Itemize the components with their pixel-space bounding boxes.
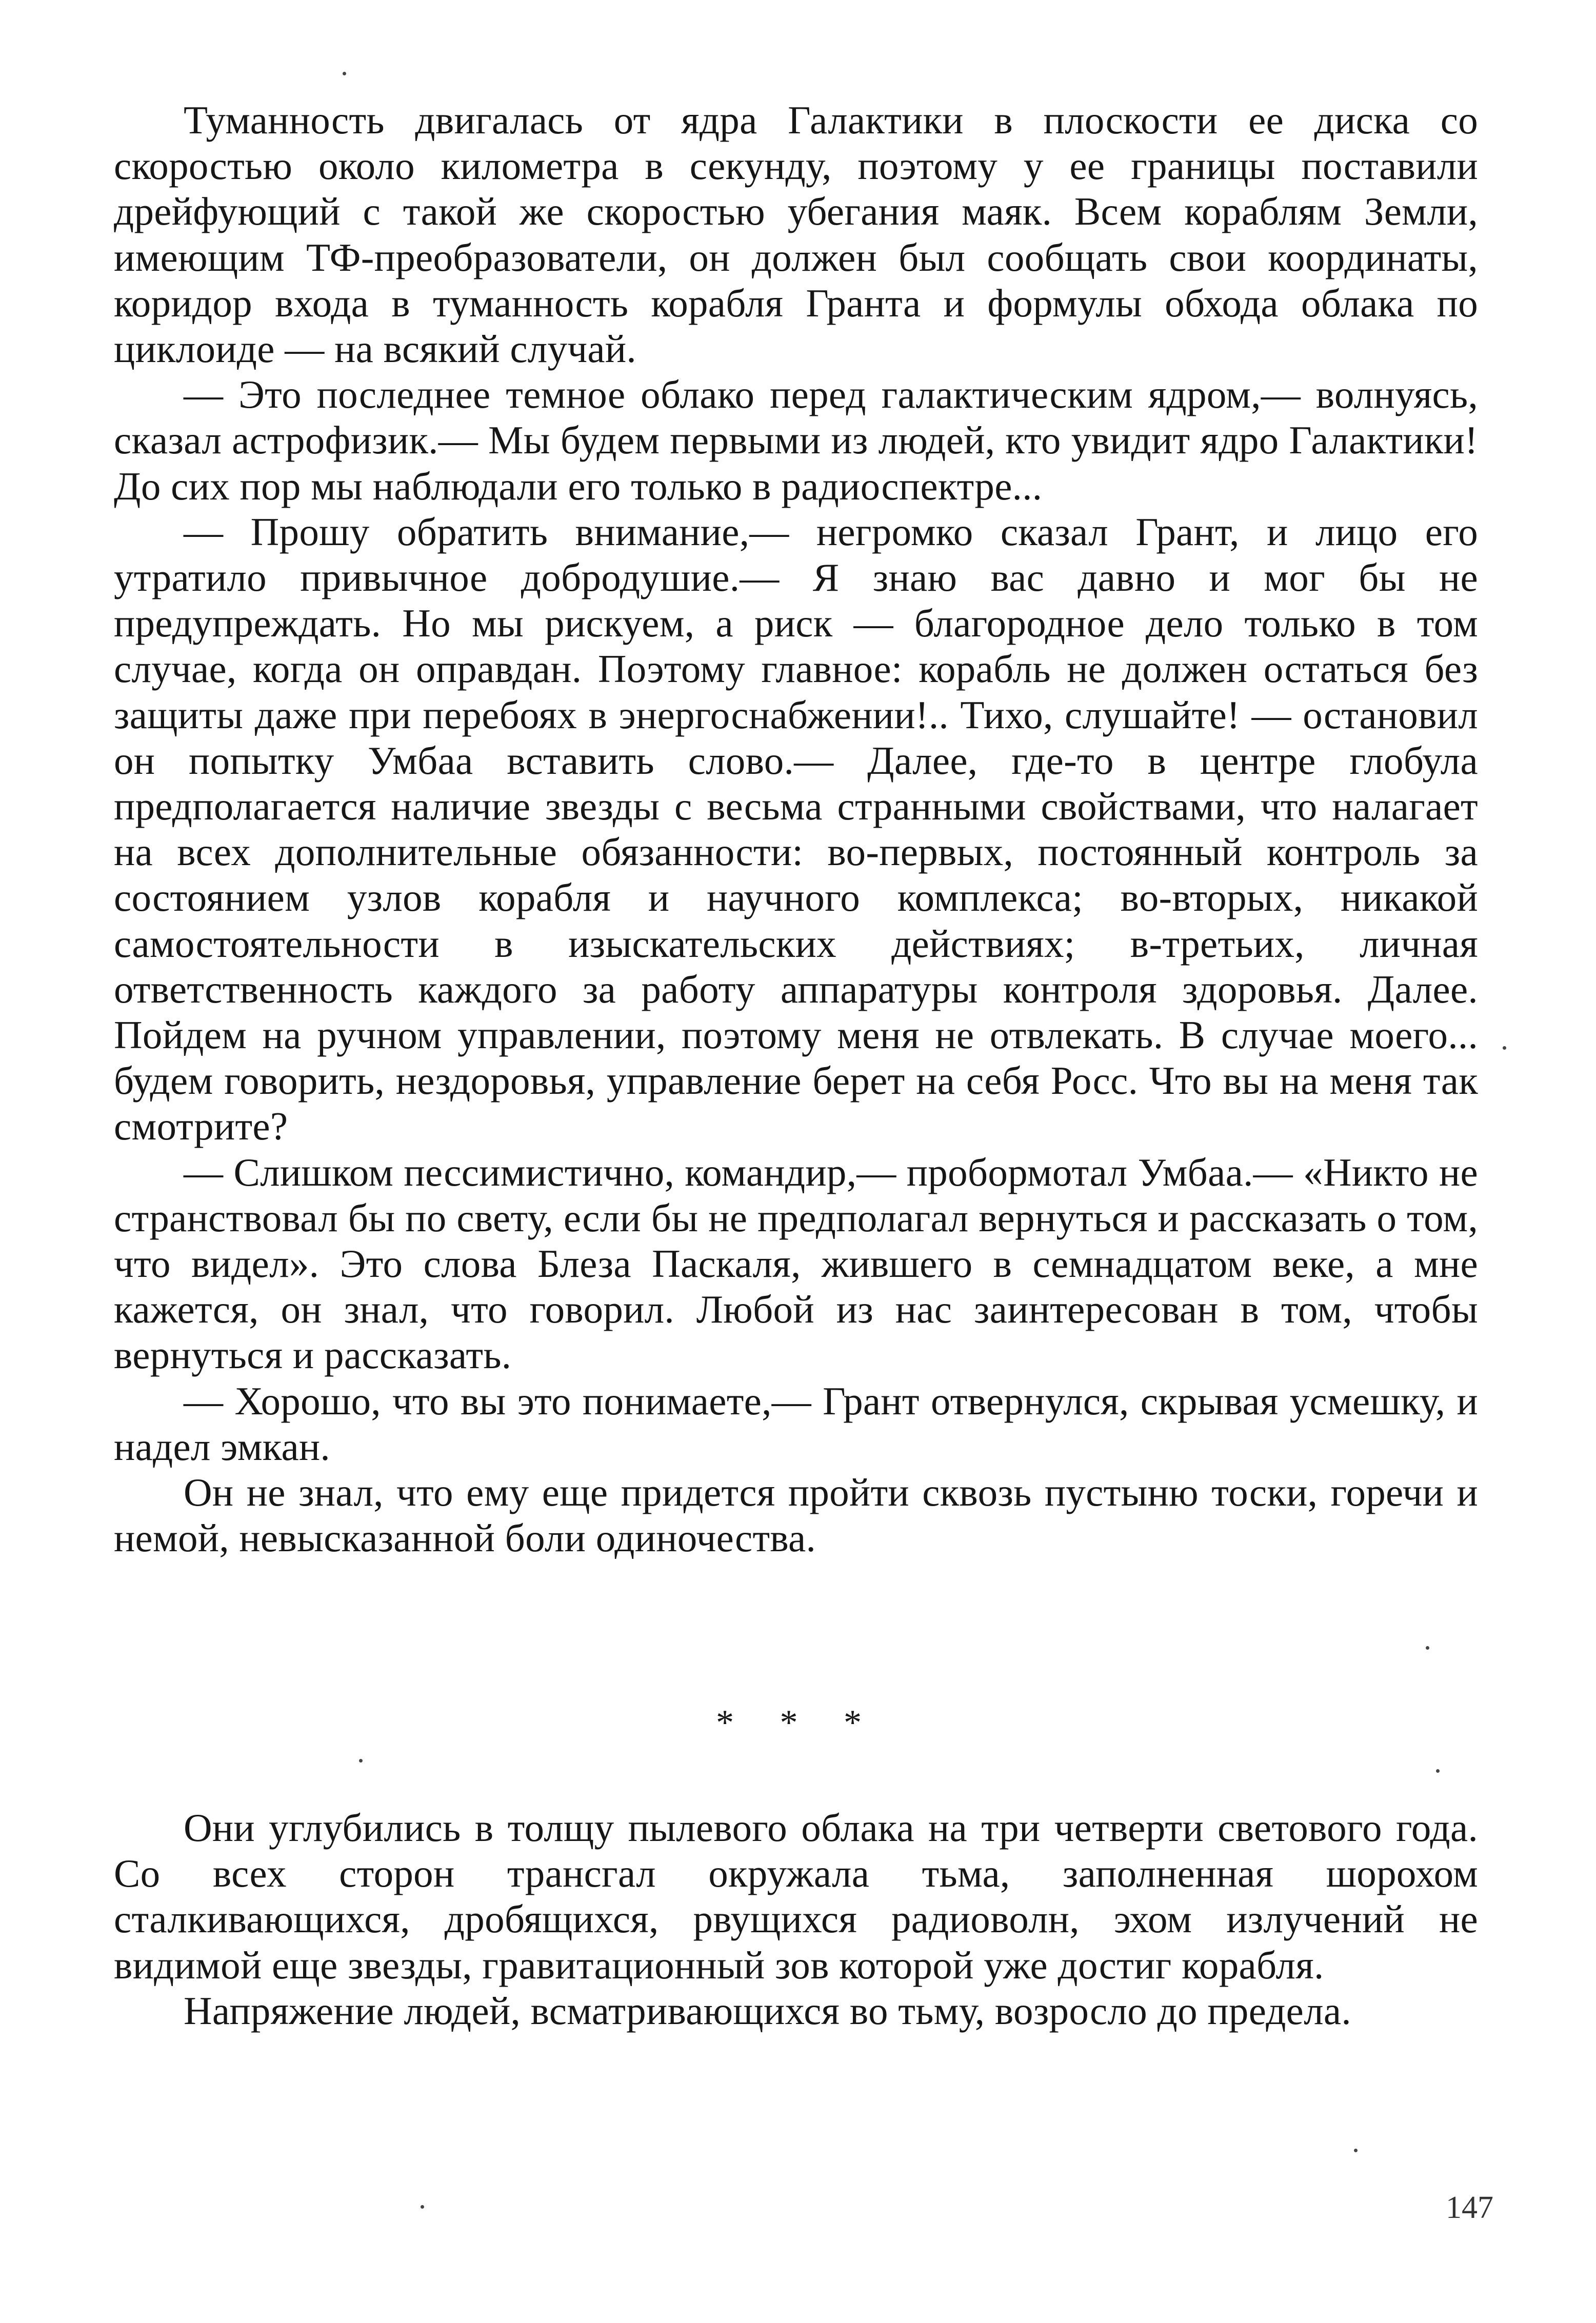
paragraph-5: — Хорошо, что вы это понимаете,— Грант отвернулся, скрывая усмешку, и надел эмкан. (114, 1378, 1478, 1469)
scan-speck (421, 2205, 424, 2209)
paragraph-7: Они углубились в толщу пылевого облака на три четверти светового года. Со всех сторон трансгал окружала тьма, заполненная шорохом сталкивающихся, дробящихся, рвущихся радиоволн, эхом излучений не видимой еще звезды, гравитационный зов которой уже достиг корабля. (114, 1806, 1478, 1987)
scan-speck (1354, 2149, 1358, 2152)
scan-speck (1503, 1046, 1506, 1050)
section-two-text (114, 1805, 1478, 2034)
main-text (114, 97, 1478, 1561)
scan-speck (343, 72, 346, 75)
paragraph-1: Туманность двигалась от ядра Галактики в плоскости ее диска со скоростью около километра в секунду, поэтому у ее границы поставили дрейфующий с такой же скоростью убегания маяк. Всем кораблям Земли, имеющим ТФ-преобразователи, он должен был сообщать свои координаты, коридор входа в туманность корабля Гранта и формулы обхода облака по циклоиде — на всякий случай. (114, 98, 1478, 371)
paragraph-3: — Прошу обратить внимание,— негромко сказал Грант, и лицо его утратило привычное добродушие.— Я знаю вас давно и мог бы не предупреждать. Но мы рискуем, а риск — благородное дело только в том случае, когда он оправдан. Поэтому главное: корабль не должен остаться без защиты даже при перебоях в энергоснабжении!.. Тихо, слушайте! — остановил он попытку Умбаа вставить слово.— Далее, где-то в центре глобула предполагается наличие звезды с весьма странными свойствами, что налагает на всех дополнительные обязанности: во-первых, постоянный контроль за состоянием узлов корабля и научного комплекса; во-вторых, никакой самостоятельности в изыскательских действиях; в-третьих, личная ответственность каждого за работу аппаратуры контроля здоровья. Далее. Пойдем на ручном управлении, поэтому меня не отвлекать. В случае моего... будем говорить, нездоровья, управление берет на себя Росс. Что вы на меня так смотрите? (114, 509, 1478, 1149)
scan-speck (1426, 1646, 1429, 1650)
paragraph-4: — Слишком пессимистично, командир,— пробормотал Умбаа.— «Никто не странствовал бы по свету, если бы не предполагал вернуться и рассказать о том, что видел». Это слова Блеза Паскаля, жившего в семнадцатом веке, а мне кажется, он знал, что говорил. Любой из нас заинтересован в том, чтобы вернуться и рассказать. (114, 1150, 1478, 1377)
scan-speck (1436, 1769, 1440, 1773)
paragraph-8: Напряжение людей, всматривающихся во тьму, возросло до предела. (184, 1988, 1351, 2033)
section-separator: * * * (716, 1703, 880, 1743)
paragraph-6: Он не знал, что ему еще придется пройти сквозь пустыню тоски, горечи и немой, невысказанной боли одиночества. (114, 1470, 1478, 1560)
scan-speck (359, 1759, 363, 1763)
page-number: 147 (1446, 2190, 1493, 2225)
paragraph-2: — Это последнее темное облако перед галактическим ядром,— волнуясь, сказал астрофизик.— Мы будем первыми из людей, кто увидит ядро Галактики! До сих пор мы наблюдали его только в радиоспектре... (114, 372, 1478, 508)
